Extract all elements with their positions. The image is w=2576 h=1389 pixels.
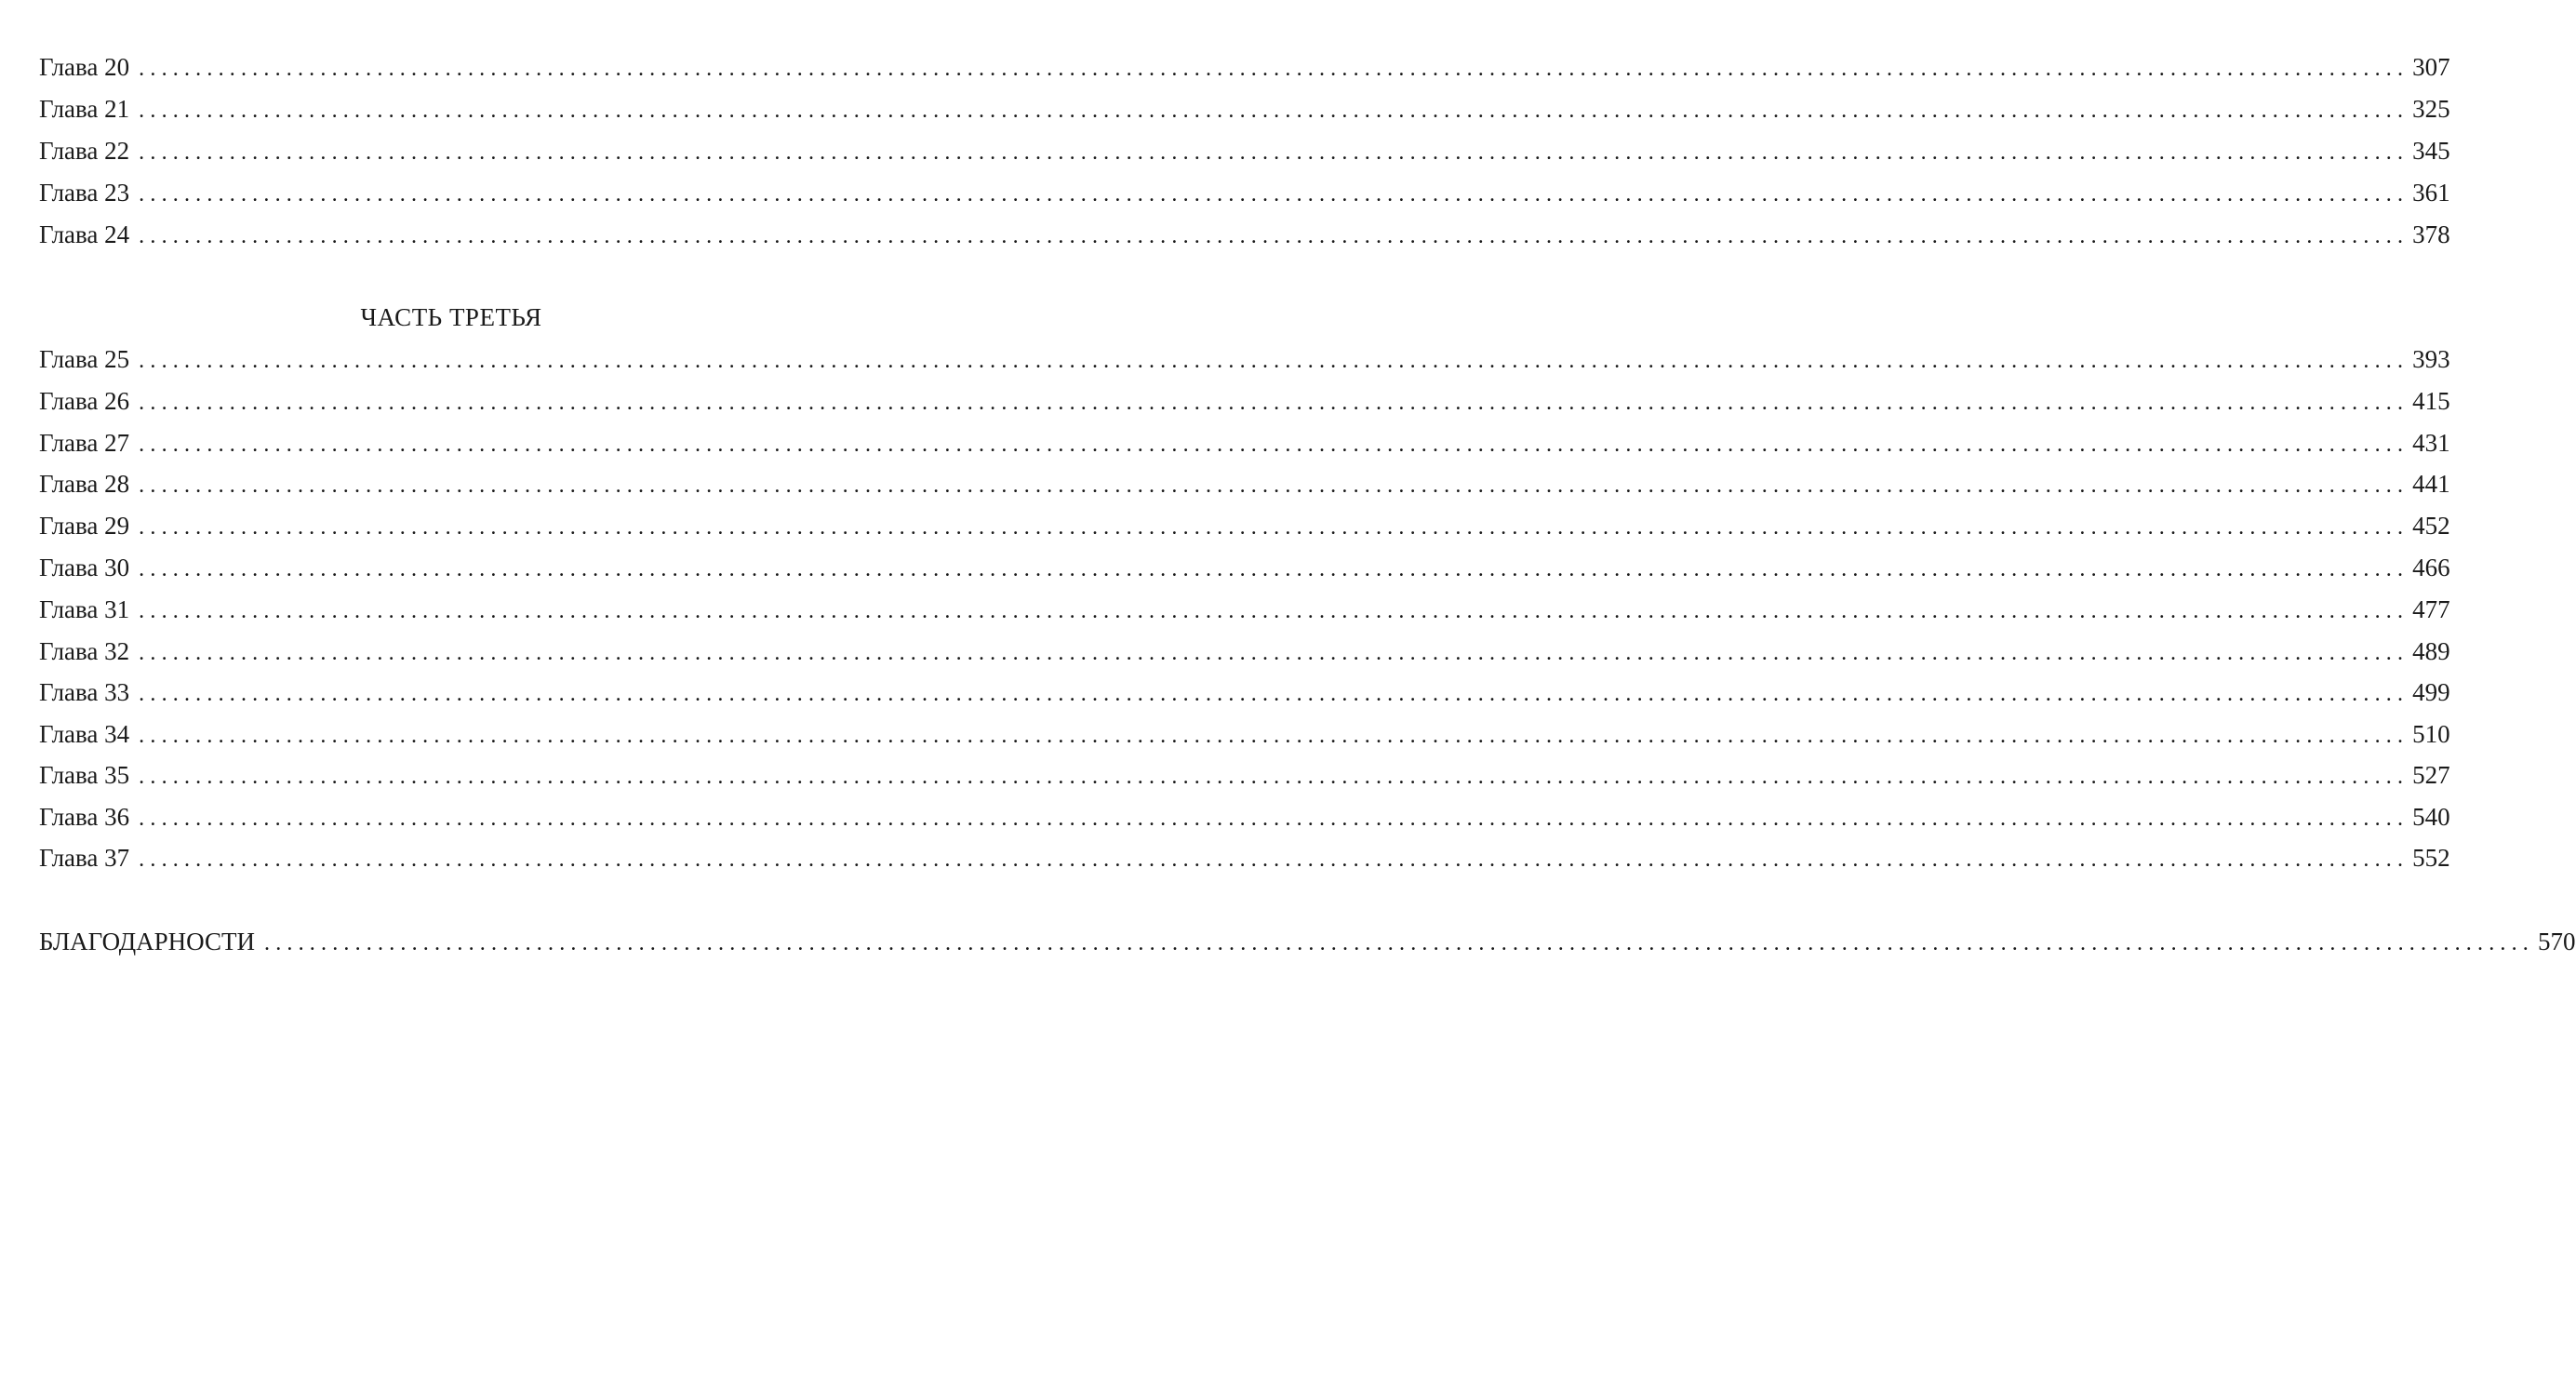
dot-leader: ........................................................................................................................................................................................................ bbox=[139, 599, 2409, 623]
toc-entry-title: Глава 35 bbox=[39, 761, 130, 789]
toc-entry-title: БЛАГОДАРНОСТИ bbox=[39, 928, 255, 955]
toc-entry-page: 510 bbox=[2412, 720, 2450, 748]
toc-entry-chapter-21[interactable] bbox=[39, 90, 2450, 127]
toc-entry-chapter-20[interactable] bbox=[39, 48, 2450, 86]
toc-entry-acknowledgements[interactable] bbox=[39, 923, 2576, 960]
dot-leader: ........................................................................................................................................................................................................ bbox=[139, 57, 2409, 81]
toc-entry-title: Глава 21 bbox=[39, 95, 130, 123]
toc-entry-title: Глава 23 bbox=[39, 179, 130, 207]
toc-entry-title: Глава 20 bbox=[39, 53, 130, 81]
toc-entry-chapter-35[interactable] bbox=[39, 756, 2450, 794]
toc-entry-title: Глава 30 bbox=[39, 554, 130, 581]
toc-entry-title: Глава 34 bbox=[39, 720, 130, 748]
toc-entry-page: 431 bbox=[2412, 429, 2450, 457]
dot-leader: ........................................................................................................................................................................................................ bbox=[139, 391, 2409, 415]
toc-entry-page: 393 bbox=[2412, 345, 2450, 373]
toc-entry-title: Глава 26 bbox=[39, 387, 130, 415]
toc-entry-page: 570 bbox=[2538, 928, 2576, 955]
toc-entry-page: 477 bbox=[2412, 595, 2450, 623]
dot-leader: ........................................................................................................................................................................................................ bbox=[139, 848, 2409, 872]
toc-entry-chapter-24[interactable] bbox=[39, 216, 2450, 253]
toc-entry-title: Глава 28 bbox=[39, 470, 130, 498]
dot-leader: ........................................................................................................................................................................................................ bbox=[139, 140, 2409, 165]
toc-entry-title: Глава 37 bbox=[39, 844, 130, 872]
toc-entry-title: Глава 32 bbox=[39, 637, 130, 665]
toc-entry-page: 489 bbox=[2412, 637, 2450, 665]
toc-entry-page: 307 bbox=[2412, 53, 2450, 81]
toc-entry-chapter-36[interactable] bbox=[39, 798, 2450, 835]
toc-entry-page: 325 bbox=[2412, 95, 2450, 123]
toc-entry-chapter-29[interactable] bbox=[39, 507, 2450, 544]
toc-entry-page: 441 bbox=[2412, 470, 2450, 498]
toc-entry-chapter-37[interactable] bbox=[39, 839, 2450, 876]
toc-entry-page: 552 bbox=[2412, 844, 2450, 872]
toc-entry-page: 466 bbox=[2412, 554, 2450, 581]
dot-leader: ........................................................................................................................................................................................................ bbox=[139, 99, 2409, 123]
toc-entry-chapter-22[interactable] bbox=[39, 132, 2450, 169]
toc-entry-title: Глава 31 bbox=[39, 595, 130, 623]
toc-entry-chapter-34[interactable] bbox=[39, 715, 2450, 753]
dot-leader: ........................................................................................................................................................................................................ bbox=[139, 807, 2409, 831]
dot-leader: ........................................................................................................................................................................................................ bbox=[139, 641, 2409, 665]
toc-entry-page: 361 bbox=[2412, 179, 2450, 207]
toc-entry-page: 499 bbox=[2412, 678, 2450, 706]
toc-entry-page: 415 bbox=[2412, 387, 2450, 415]
toc-entry-page: 345 bbox=[2412, 137, 2450, 165]
dot-leader: ........................................................................................................................................................................................................ bbox=[139, 765, 2409, 789]
dot-leader: ........................................................................................................................................................................................................ bbox=[264, 931, 2534, 955]
part-three-heading: ЧАСТЬ ТРЕТЬЯ bbox=[360, 303, 542, 331]
toc-entry-chapter-26[interactable] bbox=[39, 382, 2450, 420]
dot-leader: ........................................................................................................................................................................................................ bbox=[139, 433, 2409, 457]
toc-entry-title: Глава 36 bbox=[39, 803, 130, 831]
dot-leader: ........................................................................................................................................................................................................ bbox=[139, 182, 2409, 207]
dot-leader: ........................................................................................................................................................................................................ bbox=[139, 349, 2409, 373]
dot-leader: ........................................................................................................................................................................................................ bbox=[139, 515, 2409, 540]
toc-entry-page: 540 bbox=[2412, 803, 2450, 831]
toc-entry-chapter-31[interactable] bbox=[39, 591, 2450, 628]
toc-entry-chapter-28[interactable] bbox=[39, 465, 2450, 502]
toc-entry-chapter-32[interactable] bbox=[39, 633, 2450, 670]
toc-entry-title: Глава 24 bbox=[39, 220, 130, 248]
toc-entry-title: Глава 22 bbox=[39, 137, 130, 165]
toc-entry-page: 378 bbox=[2412, 220, 2450, 248]
dot-leader: ........................................................................................................................................................................................................ bbox=[139, 474, 2409, 498]
dot-leader: ........................................................................................................................................................................................................ bbox=[139, 557, 2409, 581]
toc-entry-title: Глава 27 bbox=[39, 429, 130, 457]
dot-leader: ........................................................................................................................................................................................................ bbox=[139, 724, 2409, 748]
toc-entry-chapter-25[interactable] bbox=[39, 341, 2450, 378]
dot-leader: ........................................................................................................................................................................................................ bbox=[139, 224, 2409, 248]
toc-entry-page: 452 bbox=[2412, 512, 2450, 540]
toc-entry-title: Глава 29 bbox=[39, 512, 130, 540]
toc-entry-page: 527 bbox=[2412, 761, 2450, 789]
toc-entry-chapter-30[interactable] bbox=[39, 549, 2450, 586]
toc-entry-title: Глава 25 bbox=[39, 345, 130, 373]
toc-entry-chapter-27[interactable] bbox=[39, 424, 2450, 461]
toc-entry-title: Глава 33 bbox=[39, 678, 130, 706]
toc-entry-chapter-23[interactable] bbox=[39, 174, 2450, 211]
toc-entry-chapter-33[interactable] bbox=[39, 674, 2450, 711]
dot-leader: ........................................................................................................................................................................................................ bbox=[139, 682, 2409, 706]
